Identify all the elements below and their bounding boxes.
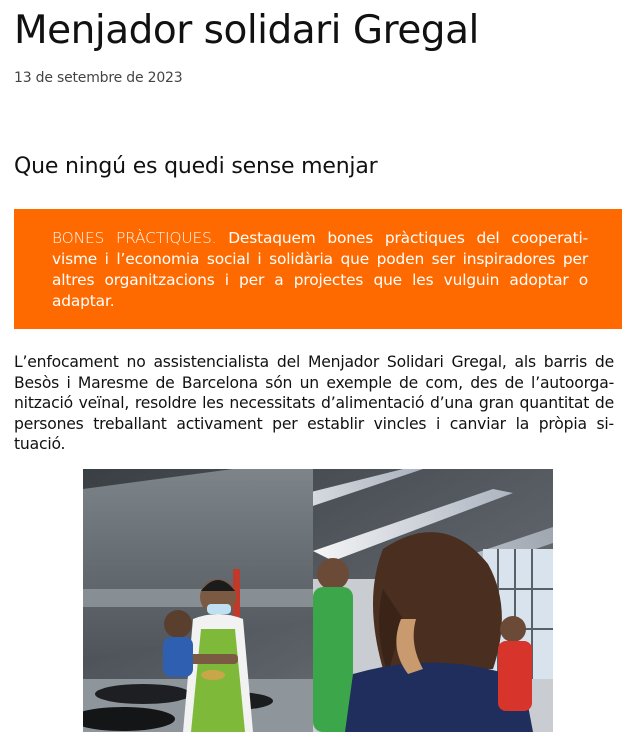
article-subtitle: Que ningú es quedi sense menjar xyxy=(14,154,378,179)
callout-lead: BONES PRÀCTIQUES. xyxy=(52,229,217,247)
best-practices-callout xyxy=(14,209,622,329)
article-title: Menjador solidari Gregal xyxy=(14,8,479,53)
callout-paragraph xyxy=(52,228,588,312)
article-date: 13 de setembre de 2023 xyxy=(14,70,183,86)
kitchen-photo xyxy=(83,469,553,732)
article-intro-paragraph: L’enfocament no assistencialista del Menjador Solidari Gregal, als barris de Besòs i Maresme de Barcelona són un exemple de com, des de l’autoorga-nització veïnal, resoldre les necessitats d’alimentació d’una gran quantitat de persones treballant activament per establir vincles i canviar la pròpia si-tuació. xyxy=(14,353,614,453)
callout-text: Destaquem bones pràctiques del cooperati-visme i l’economia social i solidària que poden ser inspiradores per altres organitzacions i per a projectes que les vulguin adoptar o adaptar. xyxy=(52,229,588,310)
